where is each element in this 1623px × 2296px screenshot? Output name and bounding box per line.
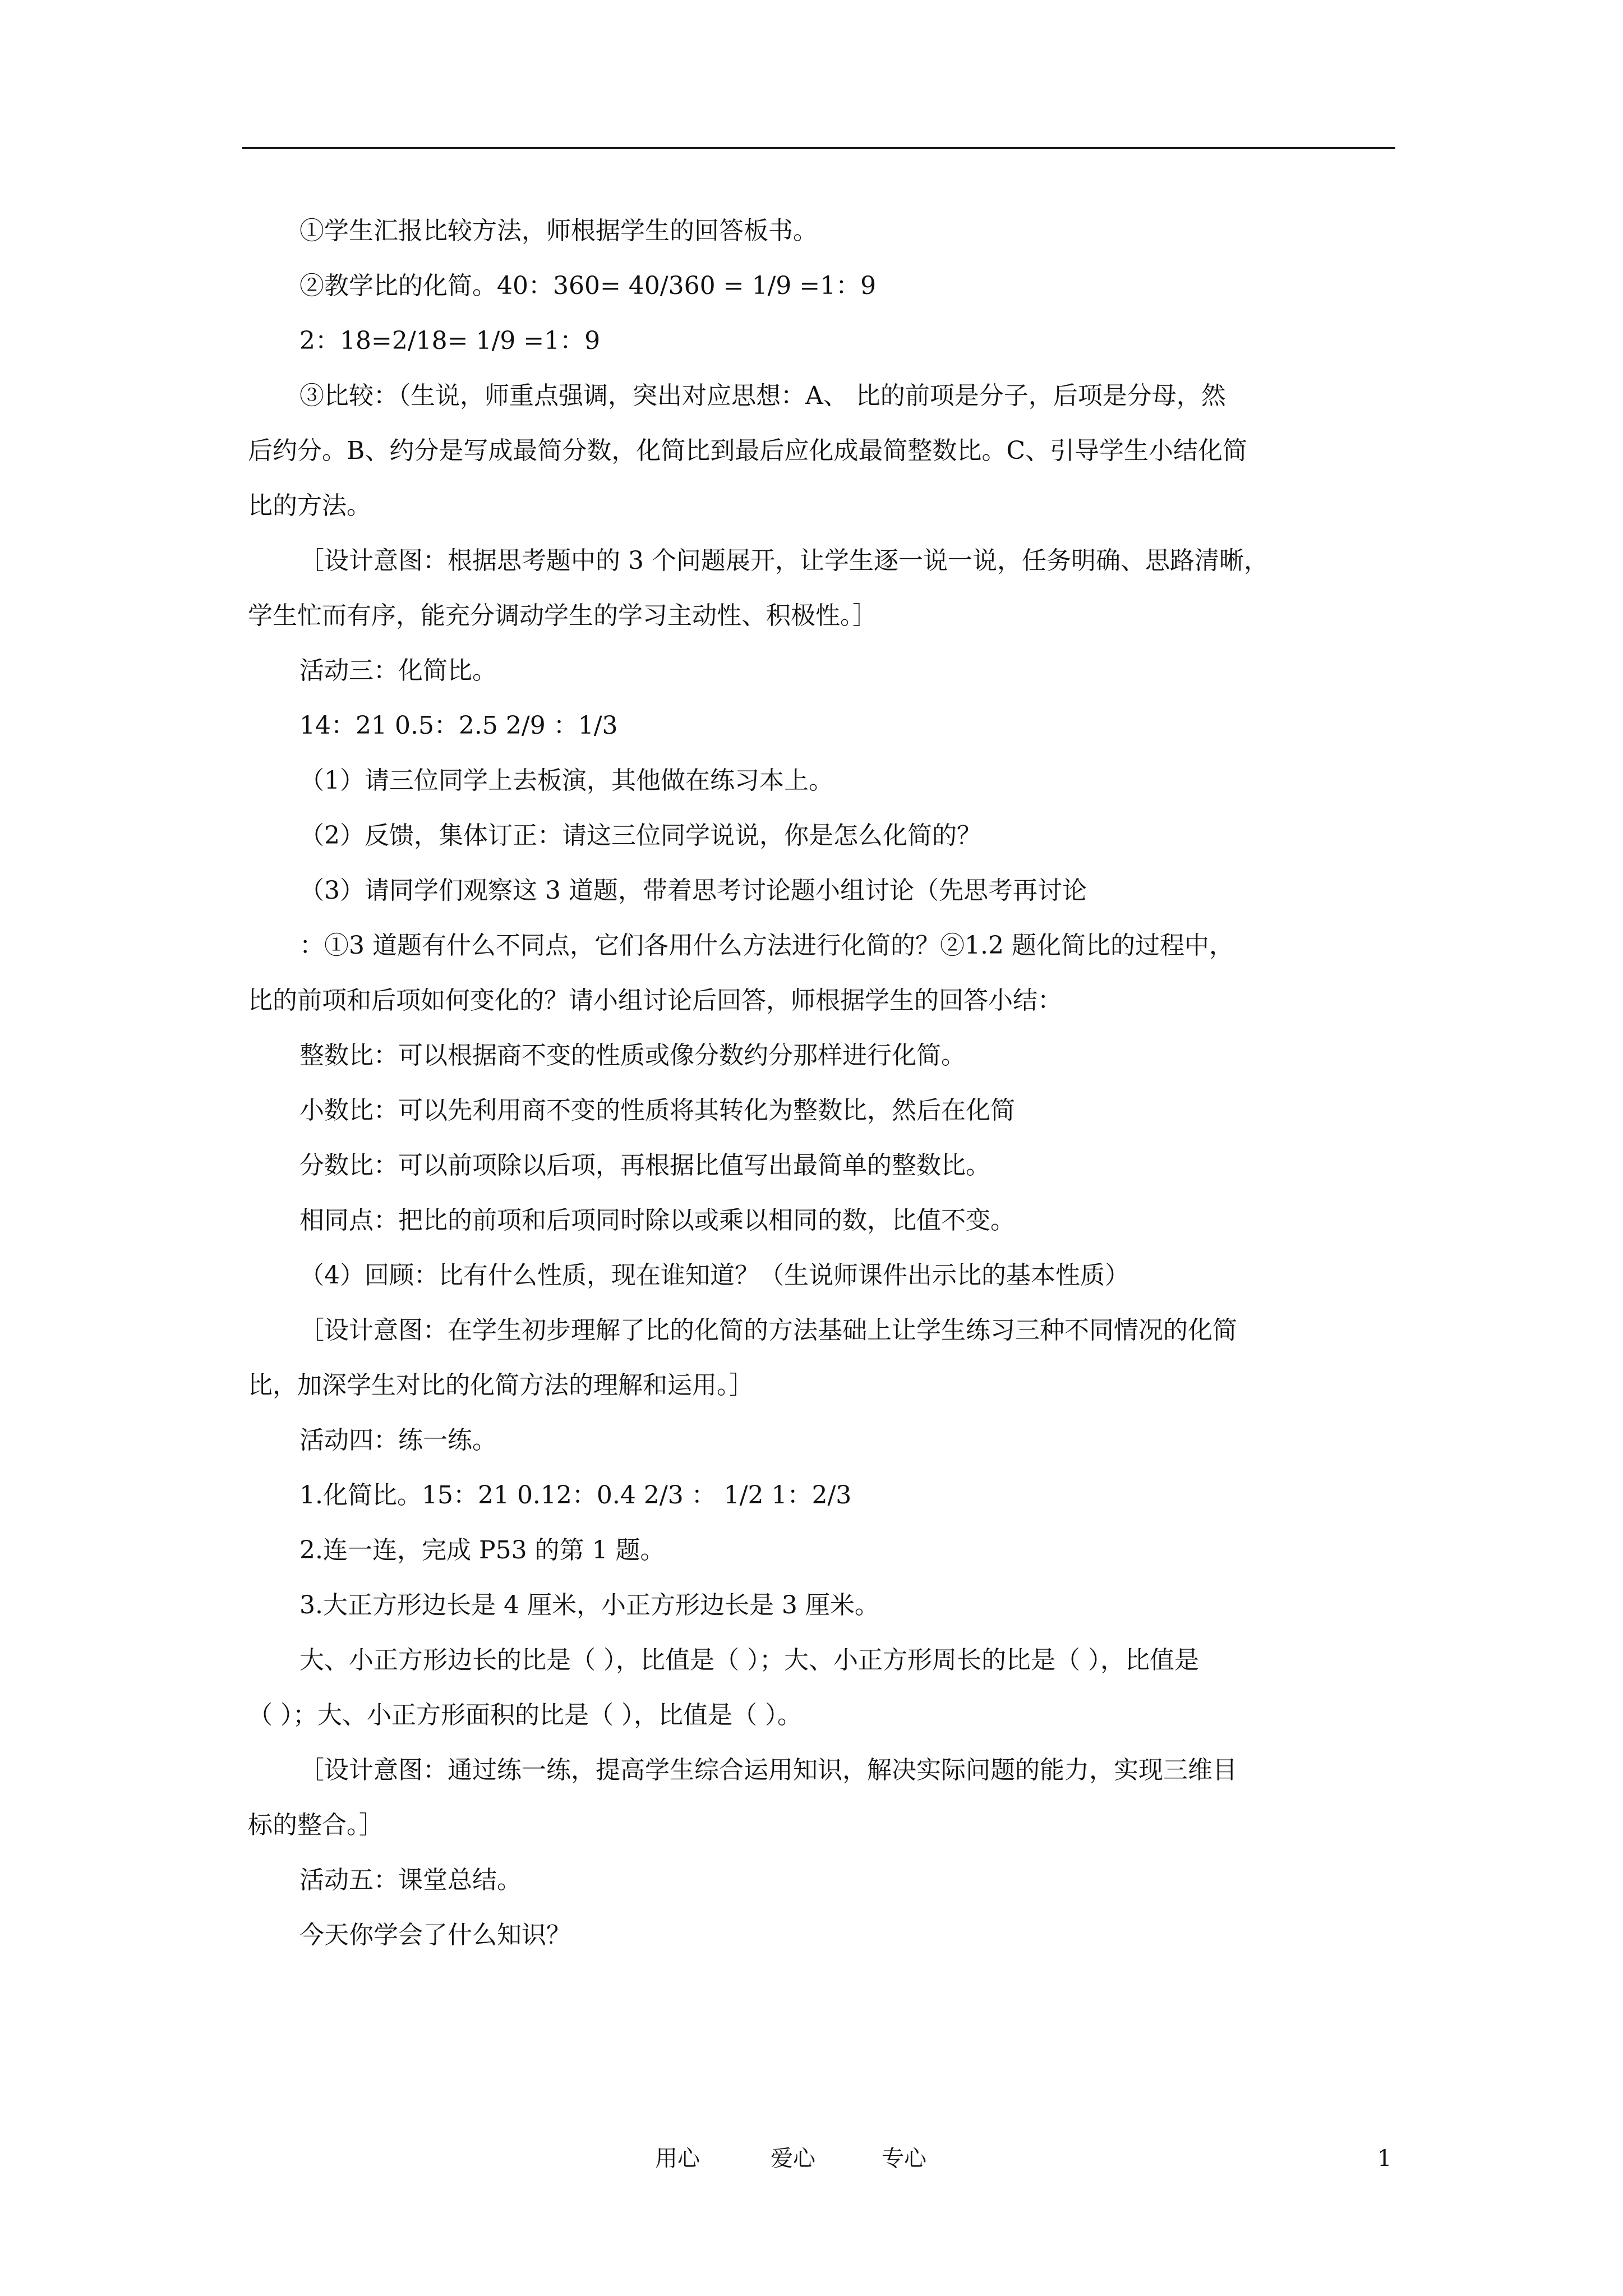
paragraph-line: 比的方法。	[248, 491, 371, 520]
paragraph-line: 14：21 0.5：2.5 2/9 ：1/3	[299, 711, 618, 740]
page-number: 1	[1377, 2146, 1392, 2171]
paragraph-line: 今天你学会了什么知识？	[299, 1921, 571, 1949]
paragraph-line: （3）请同学们观察这 3 道题，带着思考讨论题小组讨论（先思考再讨论	[299, 876, 1087, 905]
section-heading: 活动四：练一练。	[299, 1426, 497, 1455]
footer-motto-2: 爱心	[771, 2146, 815, 2171]
paragraph-line: ②教学比的化简。40：360= 40/360 = 1/9 =1：9	[299, 272, 877, 300]
paragraph-line: 相同点：把比的前项和后项同时除以或乘以相同的数，比值不变。	[299, 1206, 1015, 1235]
section-heading: 活动五：课堂总结。	[299, 1866, 522, 1894]
paragraph-line: ：①3 道题有什么不同点，它们各用什么方法进行化简的？②1.2 题化简比的过程中，	[299, 931, 1234, 960]
paragraph-line: 小数比：可以先利用商不变的性质将其转化为整数比，然后在化简	[299, 1096, 1015, 1125]
paragraph-line: （1）请三位同学上去板演，其他做在练习本上。	[299, 766, 833, 795]
paragraph-line: 标的整合。］	[248, 1811, 384, 1839]
footer-motto-3: 专心	[882, 2146, 926, 2171]
paragraph-line: 比，加深学生对比的化简方法的理解和运用。］	[248, 1371, 754, 1400]
paragraph-line: 大、小正方形边长的比是（ ），比值是（ ）；大、小正方形周长的比是（ ），比值是	[299, 1646, 1199, 1674]
footer-motto-1: 用心	[655, 2146, 700, 2171]
paragraph-line: 后约分。B、约分是写成最简分数，化简比到最后应化成最简整数比。C、引导学生小结化简	[248, 436, 1247, 465]
paragraph-line: （4）回顾：比有什么性质，现在谁知道？（生说师课件出示比的基本性质）	[299, 1261, 1129, 1290]
paragraph-line: 2.连一连，完成 P53 的第 1 题。	[299, 1536, 665, 1565]
paragraph-line: ［设计意图：通过练一练，提高学生综合运用知识，解决实际问题的能力，实现三维目	[299, 1756, 1237, 1784]
paragraph-line: ③比较：（生说，师重点强调，突出对应思想：A、 比的前项是分子，后项是分母，然	[299, 381, 1226, 410]
paragraph-line: 3.大正方形边长是 4 厘米，小正方形边长是 3 厘米。	[299, 1591, 879, 1619]
paragraph-line: 2：18=2/18= 1/9 =1：9	[299, 326, 601, 355]
paragraph-line: ［设计意图：根据思考题中的 3 个问题展开，让学生逐一说一说，任务明确、思路清晰，	[299, 546, 1269, 575]
paragraph-line: 整数比：可以根据商不变的性质或像分数约分那样进行化简。	[299, 1041, 966, 1070]
paragraph-line: ①学生汇报比较方法，师根据学生的回答板书。	[299, 217, 818, 245]
paragraph-line: （ ）；大、小正方形面积的比是（ ），比值是（ ）。	[248, 1701, 802, 1729]
paragraph-line: 分数比：可以前项除以后项，再根据比值写出最简单的整数比。	[299, 1151, 990, 1180]
section-heading: 活动三：化简比。	[299, 656, 497, 685]
paragraph-line: 学生忙而有序，能充分调动学生的学习主动性、积极性。］	[248, 601, 877, 630]
paragraph-line: 1.化简比。15：21 0.12：0.4 2/3 ： 1/2 1：2/3	[299, 1481, 852, 1510]
paragraph-line: （2）反馈，集体订正：请这三位同学说说，你是怎么化简的？	[299, 821, 981, 850]
paragraph-line: 比的前项和后项如何变化的？请小组讨论后回答，师根据学生的回答小结：	[248, 986, 1062, 1015]
header-rule	[242, 147, 1395, 149]
paragraph-line: ［设计意图：在学生初步理解了比的化简的方法基础上让学生练习三种不同情况的化简	[299, 1316, 1237, 1345]
